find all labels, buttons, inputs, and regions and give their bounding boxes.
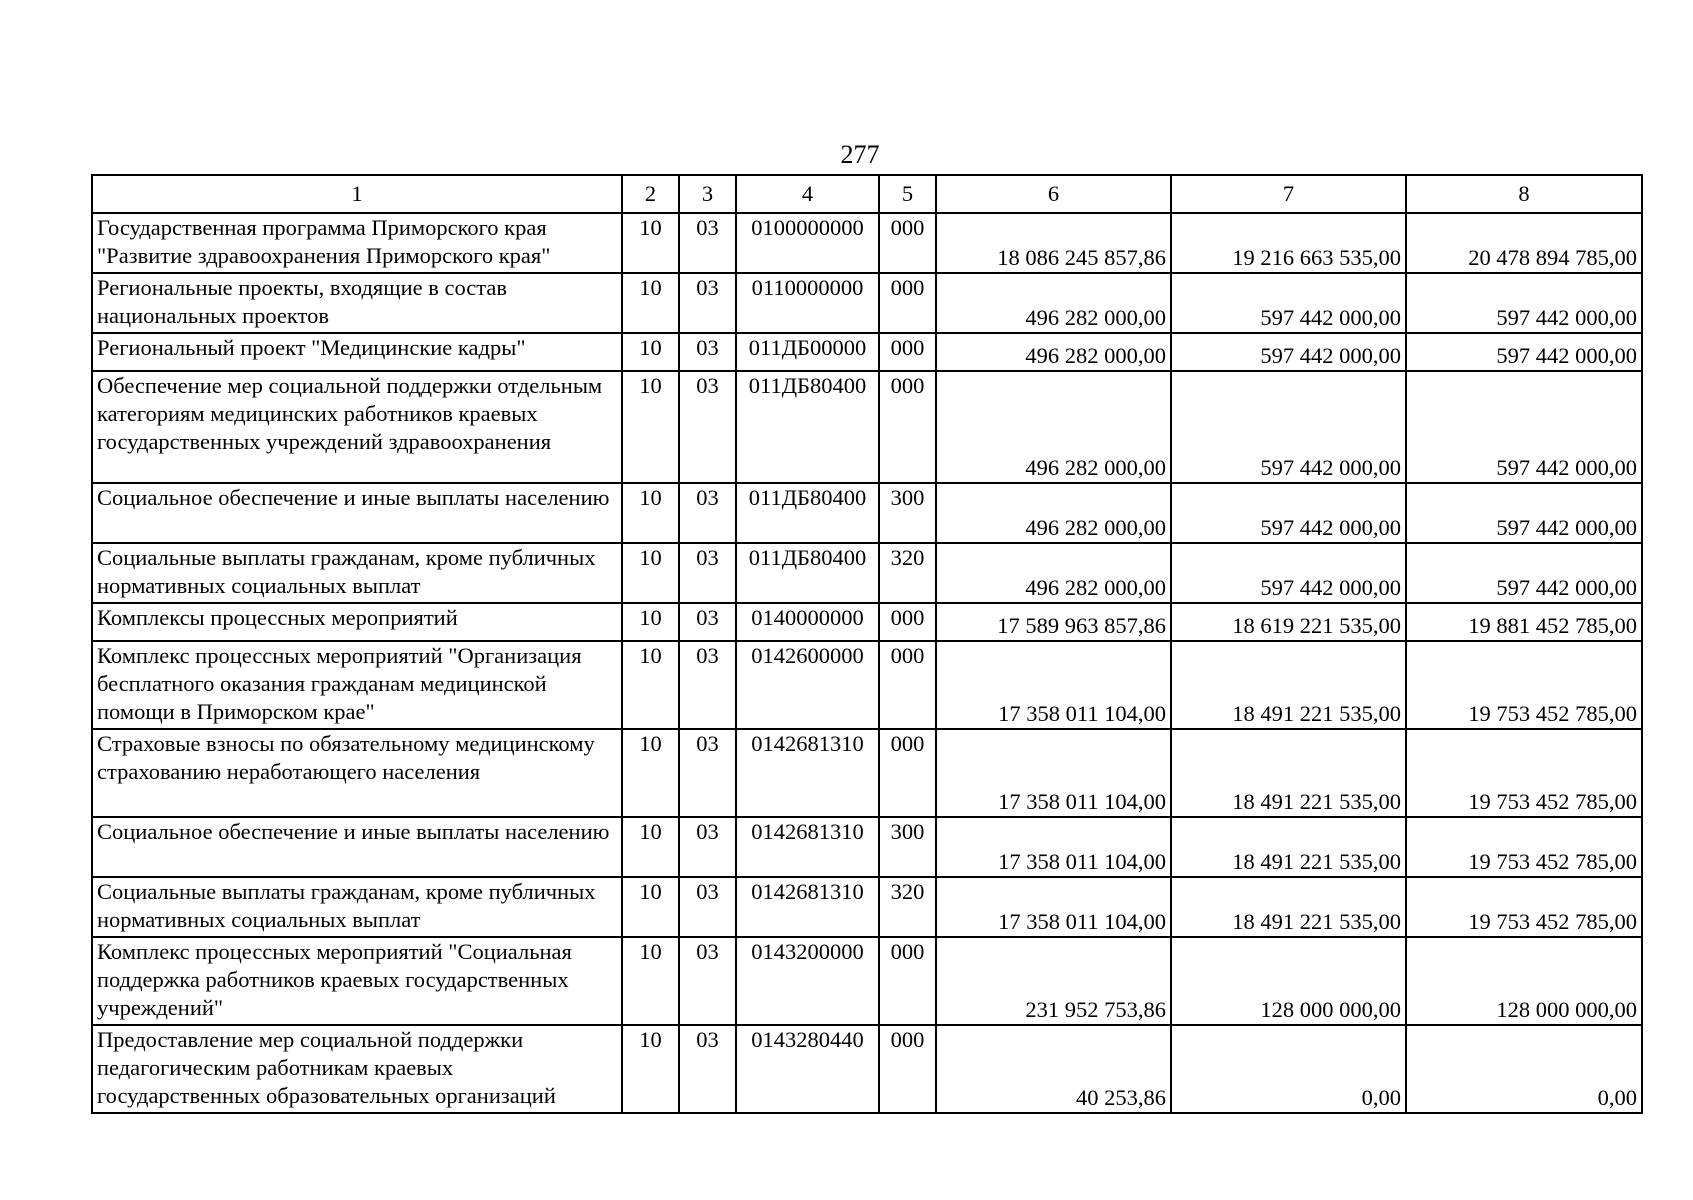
section-code-cell: 10 bbox=[622, 371, 679, 483]
subsection-code-cell: 03 bbox=[679, 543, 736, 603]
target-article-cell: 0142681310 bbox=[736, 729, 879, 817]
amount-col6-cell: 17 358 011 104,00 bbox=[936, 641, 1171, 729]
expense-type-cell: 320 bbox=[879, 877, 936, 937]
table-row bbox=[92, 1025, 1642, 1113]
expense-type-cell: 300 bbox=[879, 483, 936, 543]
section-code-cell: 10 bbox=[622, 273, 679, 333]
subsection-code-cell: 03 bbox=[679, 213, 736, 273]
expense-type-cell: 000 bbox=[879, 641, 936, 729]
target-article-cell: 0110000000 bbox=[736, 273, 879, 333]
table-row bbox=[92, 371, 1642, 483]
amount-col8-cell: 19 753 452 785,00 bbox=[1406, 817, 1642, 877]
amount-col6-cell: 40 253,86 bbox=[936, 1025, 1171, 1113]
target-article-cell: 0142681310 bbox=[736, 877, 879, 937]
row-name-cell: Комплекс процессных мероприятий "Социальная поддержка работников краевых государственных учреждений" bbox=[92, 937, 622, 1025]
amount-col8-cell: 597 442 000,00 bbox=[1406, 273, 1642, 333]
page-number: 277 bbox=[840, 140, 880, 169]
section-code-cell: 10 bbox=[622, 641, 679, 729]
amount-col8-cell: 128 000 000,00 bbox=[1406, 937, 1642, 1025]
column-header: 1 bbox=[92, 175, 622, 213]
amount-col6-cell: 17 358 011 104,00 bbox=[936, 877, 1171, 937]
amount-col7-cell: 19 216 663 535,00 bbox=[1171, 213, 1406, 273]
row-name-cell: Региональный проект "Медицинские кадры" bbox=[92, 333, 622, 371]
amount-col6-cell: 17 589 963 857,86 bbox=[936, 603, 1171, 641]
amount-col6-cell: 496 282 000,00 bbox=[936, 371, 1171, 483]
expense-type-cell: 000 bbox=[879, 729, 936, 817]
subsection-code-cell: 03 bbox=[679, 333, 736, 371]
amount-col8-cell: 597 442 000,00 bbox=[1406, 483, 1642, 543]
amount-col7-cell: 128 000 000,00 bbox=[1171, 937, 1406, 1025]
subsection-code-cell: 03 bbox=[679, 937, 736, 1025]
table-row bbox=[92, 817, 1642, 877]
table-row bbox=[92, 543, 1642, 603]
row-name-cell: Обеспечение мер социальной поддержки отдельным категориям медицинских работников краевых государственных учреждений здравоохранения bbox=[92, 371, 622, 483]
column-header: 5 bbox=[879, 175, 936, 213]
row-name-cell: Государственная программа Приморского края "Развитие здравоохранения Приморского края" bbox=[92, 213, 622, 273]
subsection-code-cell: 03 bbox=[679, 1025, 736, 1113]
amount-col6-cell: 496 282 000,00 bbox=[936, 273, 1171, 333]
target-article-cell: 0143200000 bbox=[736, 937, 879, 1025]
subsection-code-cell: 03 bbox=[679, 603, 736, 641]
column-header: 6 bbox=[936, 175, 1171, 213]
amount-col6-cell: 17 358 011 104,00 bbox=[936, 729, 1171, 817]
subsection-code-cell: 03 bbox=[679, 371, 736, 483]
row-name-cell: Страховые взносы по обязательному медицинскому страхованию неработающего населения bbox=[92, 729, 622, 817]
table-row bbox=[92, 213, 1642, 273]
expense-type-cell: 000 bbox=[879, 1025, 936, 1113]
expense-type-cell: 000 bbox=[879, 273, 936, 333]
row-name-cell: Комплекс процессных мероприятий "Организация бесплатного оказания гражданам медицинской помощи в Приморском крае" bbox=[92, 641, 622, 729]
amount-col8-cell: 19 753 452 785,00 bbox=[1406, 729, 1642, 817]
amount-col7-cell: 597 442 000,00 bbox=[1171, 483, 1406, 543]
amount-col8-cell: 597 442 000,00 bbox=[1406, 333, 1642, 371]
column-header: 8 bbox=[1406, 175, 1642, 213]
target-article-cell: 011ДБ80400 bbox=[736, 543, 879, 603]
section-code-cell: 10 bbox=[622, 729, 679, 817]
subsection-code-cell: 03 bbox=[679, 641, 736, 729]
section-code-cell: 10 bbox=[622, 213, 679, 273]
subsection-code-cell: 03 bbox=[679, 483, 736, 543]
subsection-code-cell: 03 bbox=[679, 817, 736, 877]
table-row bbox=[92, 483, 1642, 543]
row-name-cell: Социальные выплаты гражданам, кроме публичных нормативных социальных выплат bbox=[92, 543, 622, 603]
section-code-cell: 10 bbox=[622, 817, 679, 877]
target-article-cell: 0142600000 bbox=[736, 641, 879, 729]
expense-type-cell: 320 bbox=[879, 543, 936, 603]
row-name-cell: Комплексы процессных мероприятий bbox=[92, 603, 622, 641]
budget-table bbox=[91, 174, 1643, 1114]
amount-col7-cell: 597 442 000,00 bbox=[1171, 543, 1406, 603]
row-name-cell: Социальное обеспечение и иные выплаты населению bbox=[92, 483, 622, 543]
section-code-cell: 10 bbox=[622, 937, 679, 1025]
amount-col8-cell: 19 753 452 785,00 bbox=[1406, 641, 1642, 729]
expense-type-cell: 000 bbox=[879, 333, 936, 371]
row-name-cell: Социальное обеспечение и иные выплаты населению bbox=[92, 817, 622, 877]
section-code-cell: 10 bbox=[622, 877, 679, 937]
target-article-cell: 0100000000 bbox=[736, 213, 879, 273]
table-row bbox=[92, 273, 1642, 333]
amount-col8-cell: 20 478 894 785,00 bbox=[1406, 213, 1642, 273]
section-code-cell: 10 bbox=[622, 483, 679, 543]
table-row bbox=[92, 937, 1642, 1025]
amount-col8-cell: 0,00 bbox=[1406, 1025, 1642, 1113]
expense-type-cell: 000 bbox=[879, 371, 936, 483]
amount-col6-cell: 17 358 011 104,00 bbox=[936, 817, 1171, 877]
column-header: 4 bbox=[736, 175, 879, 213]
row-name-cell: Социальные выплаты гражданам, кроме публичных нормативных социальных выплат bbox=[92, 877, 622, 937]
section-code-cell: 10 bbox=[622, 543, 679, 603]
expense-type-cell: 000 bbox=[879, 213, 936, 273]
amount-col6-cell: 496 282 000,00 bbox=[936, 543, 1171, 603]
column-header: 7 bbox=[1171, 175, 1406, 213]
target-article-cell: 0143280440 bbox=[736, 1025, 879, 1113]
table-row bbox=[92, 333, 1642, 371]
table-row bbox=[92, 729, 1642, 817]
target-article-cell: 0142681310 bbox=[736, 817, 879, 877]
amount-col6-cell: 496 282 000,00 bbox=[936, 483, 1171, 543]
table-row bbox=[92, 603, 1642, 641]
table-body bbox=[92, 213, 1642, 1113]
subsection-code-cell: 03 bbox=[679, 877, 736, 937]
section-code-cell: 10 bbox=[622, 1025, 679, 1113]
amount-col6-cell: 18 086 245 857,86 bbox=[936, 213, 1171, 273]
column-header: 3 bbox=[679, 175, 736, 213]
subsection-code-cell: 03 bbox=[679, 729, 736, 817]
target-article-cell: 011ДБ80400 bbox=[736, 483, 879, 543]
expense-type-cell: 000 bbox=[879, 603, 936, 641]
amount-col7-cell: 18 491 221 535,00 bbox=[1171, 817, 1406, 877]
amount-col7-cell: 597 442 000,00 bbox=[1171, 333, 1406, 371]
target-article-cell: 0140000000 bbox=[736, 603, 879, 641]
amount-col6-cell: 231 952 753,86 bbox=[936, 937, 1171, 1025]
section-code-cell: 10 bbox=[622, 603, 679, 641]
row-name-cell: Региональные проекты, входящие в состав национальных проектов bbox=[92, 273, 622, 333]
amount-col7-cell: 18 491 221 535,00 bbox=[1171, 641, 1406, 729]
subsection-code-cell: 03 bbox=[679, 273, 736, 333]
amount-col7-cell: 18 491 221 535,00 bbox=[1171, 729, 1406, 817]
amount-col8-cell: 19 753 452 785,00 bbox=[1406, 877, 1642, 937]
section-code-cell: 10 bbox=[622, 333, 679, 371]
header-row bbox=[92, 175, 1642, 213]
amount-col8-cell: 597 442 000,00 bbox=[1406, 371, 1642, 483]
amount-col7-cell: 597 442 000,00 bbox=[1171, 273, 1406, 333]
amount-col6-cell: 496 282 000,00 bbox=[936, 333, 1171, 371]
table-row bbox=[92, 641, 1642, 729]
table-row bbox=[92, 877, 1642, 937]
column-header: 2 bbox=[622, 175, 679, 213]
expense-type-cell: 000 bbox=[879, 937, 936, 1025]
target-article-cell: 011ДБ80400 bbox=[736, 371, 879, 483]
amount-col7-cell: 597 442 000,00 bbox=[1171, 371, 1406, 483]
row-name-cell: Предоставление мер социальной поддержки педагогическим работникам краевых государственных образовательных организаций bbox=[92, 1025, 622, 1113]
amount-col8-cell: 19 881 452 785,00 bbox=[1406, 603, 1642, 641]
amount-col7-cell: 0,00 bbox=[1171, 1025, 1406, 1113]
amount-col7-cell: 18 491 221 535,00 bbox=[1171, 877, 1406, 937]
amount-col7-cell: 18 619 221 535,00 bbox=[1171, 603, 1406, 641]
amount-col8-cell: 597 442 000,00 bbox=[1406, 543, 1642, 603]
target-article-cell: 011ДБ00000 bbox=[736, 333, 879, 371]
expense-type-cell: 300 bbox=[879, 817, 936, 877]
